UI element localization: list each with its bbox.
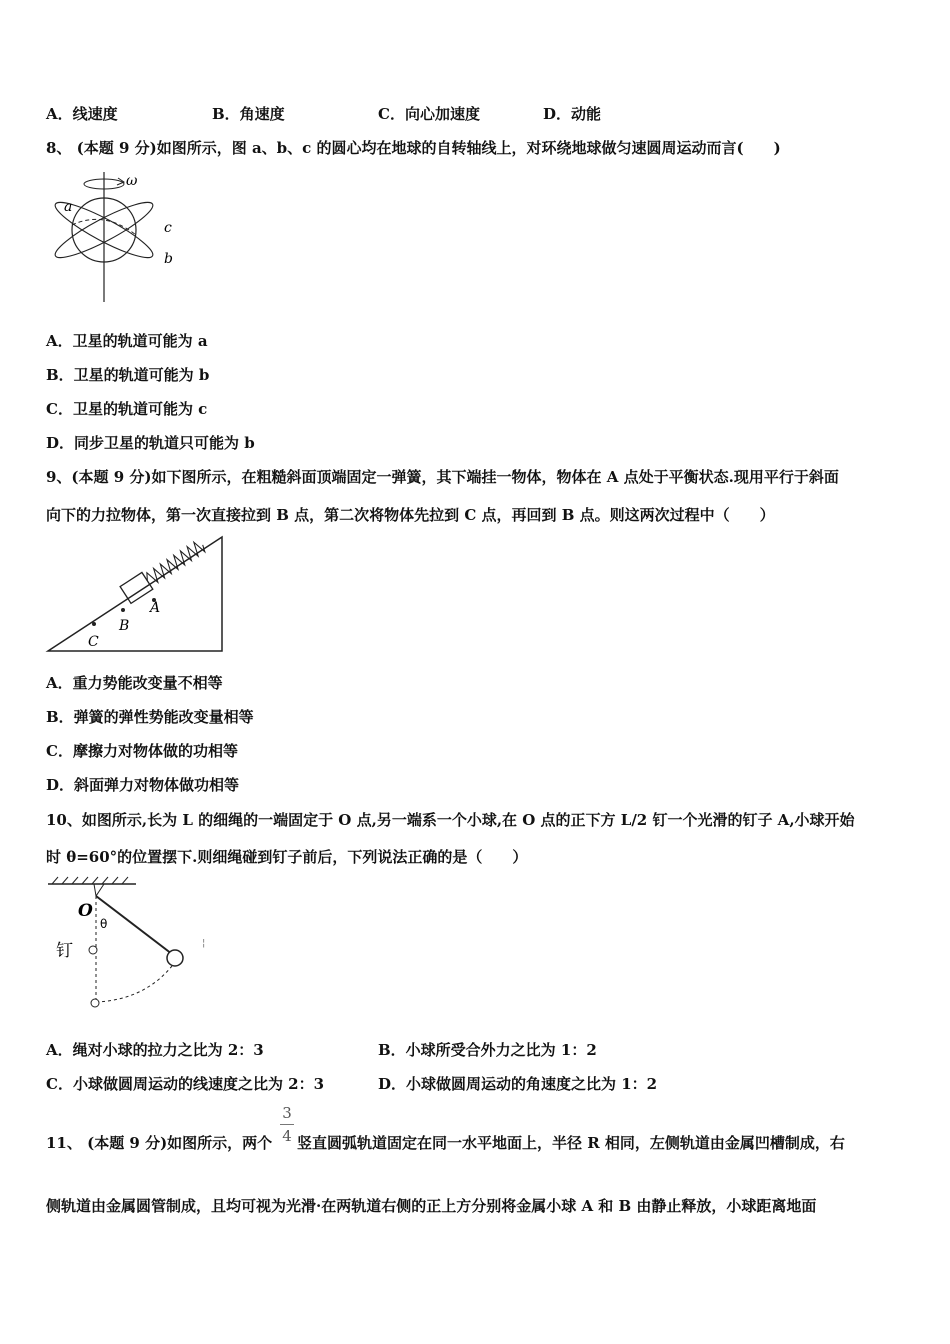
q8-option-d: D．同步卫星的轨道只可能为 b	[46, 434, 255, 452]
q10-figure-pendulum	[44, 874, 214, 1014]
q7-option-b: B．角速度	[212, 105, 285, 123]
q10-label-o: O	[78, 901, 93, 921]
q9-option-d: D．斜面弹力对物体做功相等	[46, 776, 240, 794]
q8-stem: 8、 (本题 9 分)如图所示，图 a、b、c 的圆心均在地球的自转轴线上，对环绕地球做匀速圆周运动而言( )	[46, 139, 781, 157]
q10-option-b: B．小球所受合外力之比为 1：2	[378, 1041, 597, 1059]
q8-label-omega: ω	[126, 173, 138, 189]
q11-stem-line1-part1: 11、 (本题 9 分)如图所示，两个	[46, 1134, 273, 1152]
q10-option-a: A．绳对小球的拉力之比为 2：3	[46, 1041, 264, 1059]
q8-option-b: B．卫星的轨道可能为 b	[46, 366, 210, 384]
svg-text:¦: ¦	[202, 938, 206, 949]
q10-option-c: C．小球做圆周运动的线速度之比为 2：3	[46, 1075, 325, 1093]
q7-option-c: C．向心加速度	[378, 105, 480, 123]
q9-option-b: B．弹簧的弹性势能改变量相等	[46, 708, 254, 726]
q9-stem-line1: 9、(本题 9 分)如下图所示，在粗糙斜面顶端固定一弹簧，其下端挂一物体，物体在 A 点处于平衡状态.现用平行于斜面	[46, 468, 839, 486]
q9-option-c: C．摩擦力对物体做的功相等	[46, 742, 238, 760]
q9-option-a: A．重力势能改变量不相等	[46, 674, 223, 692]
q10-option-d: D．小球做圆周运动的角速度之比为 1：2	[378, 1075, 658, 1093]
q7-option-a: A．线速度	[46, 105, 118, 123]
q11-stem-line2: 侧轨道由金属圆管制成，且均可视为光滑·在两轨道右侧的正上方分别将金属小球 A 和 B 由静止释放，小球距离地面	[46, 1197, 817, 1215]
q8-figure-orbits	[46, 170, 186, 305]
q11-fraction	[280, 1104, 294, 1145]
q9-label-b: B	[119, 618, 130, 634]
q11-stem-line1-part2: 竖直圆弧轨道固定在同一水平地面上，半径 R 相同，左侧轨道由金属凹槽制成，右	[297, 1134, 845, 1152]
q8-label-b: b	[164, 251, 173, 267]
q10-stem-line2: 时 θ=60°的位置摆下.则细绳碰到钉子前后，下列说法正确的是（ ）	[46, 848, 528, 866]
q7-option-d: D．动能	[543, 105, 602, 123]
q9-stem-line2: 向下的力拉物体，第一次直接拉到 B 点，第二次将物体先拉到 C 点，再回到 B 点。则这两次过程中（ ）	[46, 506, 775, 524]
q8-option-c: C．卫星的轨道可能为 c	[46, 400, 208, 418]
q11-fraction-numerator: 3	[282, 1104, 292, 1122]
q9-label-c: C	[88, 634, 99, 650]
q10-stem-line1: 10、如图所示,长为 L 的细绳的一端固定于 O 点,另一端系一个小球,在 O 点的正下方 L/2 钉一个光滑的钉子 A,小球开始	[46, 811, 855, 829]
q10-label-nail: 钉	[56, 941, 73, 961]
q8-option-a: A．卫星的轨道可能为 a	[46, 332, 208, 350]
q10-label-theta: θ	[100, 917, 108, 931]
q8-label-c: c	[164, 220, 172, 236]
q9-label-a: A	[150, 600, 161, 616]
q9-figure-incline	[44, 533, 234, 658]
q11-fraction-denominator: 4	[282, 1127, 292, 1145]
q8-label-a: a	[64, 199, 73, 215]
